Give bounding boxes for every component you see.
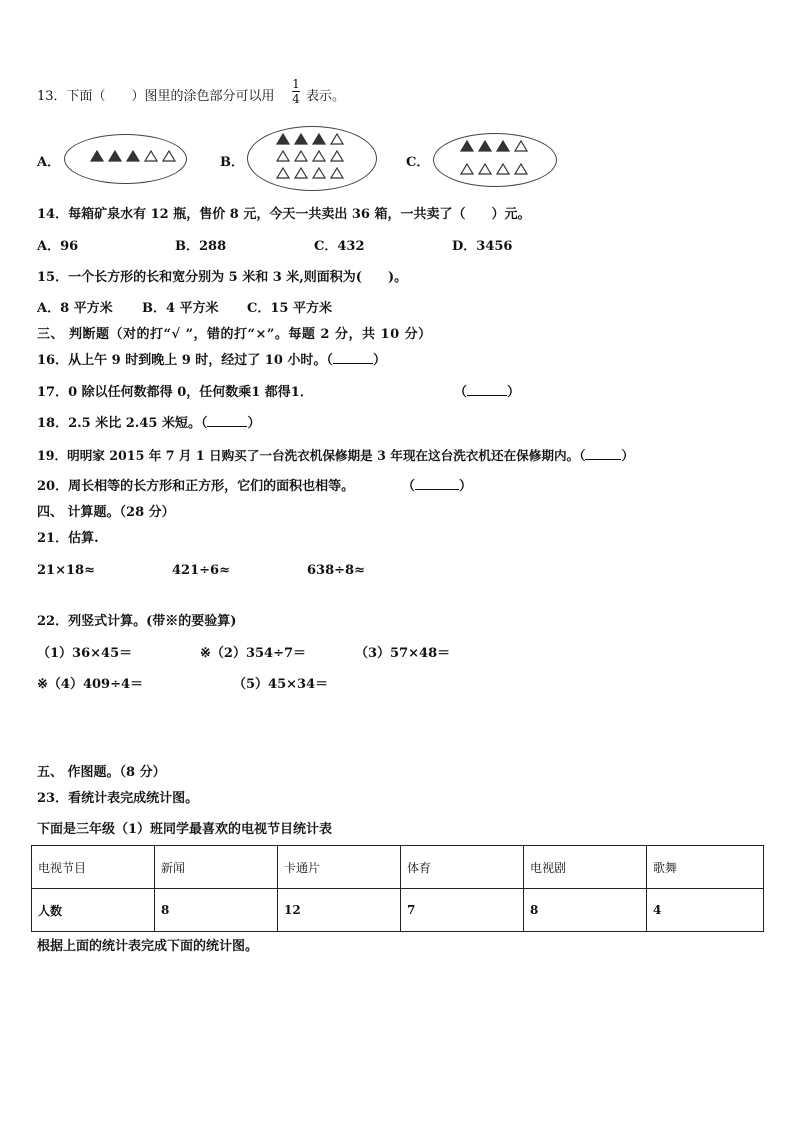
filled-triangle-icon (108, 150, 122, 162)
q23-title: 23．看统计表完成统计图。 (37, 791, 199, 806)
q17-close: ） (507, 385, 521, 400)
table-header-cell: 新闻 (155, 846, 278, 889)
table-header-cell: 电视节目 (32, 846, 155, 889)
q14-question: 14．每箱矿泉水有 12 瓶，售价 8 元，今天一共卖出 36 箱，一共卖了（ ）元。 (37, 207, 531, 222)
filled-triangle-icon (460, 140, 474, 152)
q18-close: ） (247, 416, 261, 431)
section-5-heading: 五、 作图题。（8 分） (37, 765, 166, 780)
q22-title: 22．列竖式计算。(带※的要验算) (37, 614, 237, 629)
q15-option-b: B．4 平方米 (142, 301, 219, 316)
q20-question: 20．周长相等的长方形和正方形，它们的面积也相等。 (37, 479, 355, 494)
q20-open: （ (402, 479, 416, 494)
q17-answer (454, 384, 520, 402)
table-cell: 8 (155, 889, 278, 932)
table-caption: 下面是三年级（1）班同学最喜欢的电视节目统计表 (37, 822, 333, 837)
q20-close: ） (459, 479, 473, 494)
table-cell: 7 (401, 889, 524, 932)
q20-answer (402, 478, 472, 496)
q13-text-a: 13．下面（ ）图里的涂色部分可以用 (37, 89, 275, 104)
empty-triangle-icon (294, 167, 308, 179)
q13-option-c-label: C． (406, 155, 430, 170)
filled-triangle-icon (478, 140, 492, 152)
table-cell: 8 (524, 889, 647, 932)
table-cell: 12 (278, 889, 401, 932)
empty-triangle-icon (276, 150, 290, 162)
q17-open: （ (454, 385, 468, 400)
table-row (32, 889, 764, 932)
q14-option-b: B．288 (175, 239, 227, 254)
q19-question (37, 447, 634, 465)
q18-question (37, 415, 260, 433)
q13-option-a-label: A． (37, 155, 61, 170)
q21-item-1: 21×18≈ (37, 563, 95, 578)
table-cell: 4 (647, 889, 764, 932)
q13-option-c-row-2 (460, 163, 528, 175)
q15-option-a: A．8 平方米 (37, 301, 113, 316)
empty-triangle-icon (276, 167, 290, 179)
q13-option-b-row-3 (276, 167, 344, 179)
q13-question (37, 88, 275, 106)
q14-option-c: C．432 (314, 239, 365, 254)
table-header-cell: 电视剧 (524, 846, 647, 889)
empty-triangle-icon (294, 150, 308, 162)
filled-triangle-icon (312, 133, 326, 145)
q13-fraction (292, 78, 300, 105)
q19-answer-blank[interactable] (585, 459, 621, 460)
q21-item-3: 638÷8≈ (307, 563, 365, 578)
table-cell: 人数 (32, 889, 155, 932)
section-4-heading: 四、 计算题。（28 分） (37, 505, 175, 520)
q16-text: 16．从上午 9 时到晚上 9 时，经过了 10 小时。（ (37, 353, 333, 368)
q16-answer-blank[interactable] (333, 363, 373, 364)
q20-answer-blank[interactable] (415, 489, 459, 490)
q15-question: 15．一个长方形的长和宽分别为 5 米和 3 米,则面积为( )。 (37, 270, 408, 285)
q22-item-2: ※（2）354÷7＝ (200, 646, 307, 661)
filled-triangle-icon (496, 140, 510, 152)
filled-triangle-icon (294, 133, 308, 145)
q13-option-b-row-1 (276, 133, 344, 145)
fraction-denominator: 4 (292, 92, 300, 106)
empty-triangle-icon (312, 150, 326, 162)
filled-triangle-icon (276, 133, 290, 145)
q18-text: 18．2.5 米比 2.45 米短。（ (37, 416, 208, 431)
q22-item-4: ※（4）409÷4＝ (37, 677, 144, 692)
table-header-cell: 歌舞 (647, 846, 764, 889)
empty-triangle-icon (144, 150, 158, 162)
q15-option-c: C．15 平方米 (247, 301, 332, 316)
q14-option-a: A．96 (37, 239, 79, 254)
section-3-heading: 三、 判断题（对的打“√ ”，错的打“×”。每题 2 分，共 10 分） (37, 327, 432, 342)
tv-program-stats-table (31, 845, 764, 932)
filled-triangle-icon (126, 150, 140, 162)
table-header-cell: 体育 (401, 846, 524, 889)
q17-answer-blank[interactable] (467, 395, 507, 396)
empty-triangle-icon (460, 163, 474, 175)
q16-close: ） (372, 353, 386, 368)
q13-option-b-row-2 (276, 150, 344, 162)
q13-option-b-label: B． (220, 155, 244, 170)
fraction-numerator: 1 (292, 77, 300, 91)
q22-item-5: （5）45×34＝ (233, 677, 329, 692)
filled-triangle-icon (90, 150, 104, 162)
empty-triangle-icon (330, 150, 344, 162)
empty-triangle-icon (514, 140, 528, 152)
q18-answer-blank[interactable] (207, 426, 247, 427)
table-header-cell: 卡通片 (278, 846, 401, 889)
empty-triangle-icon (312, 167, 326, 179)
q19-text: 19．明明家 2015 年 7 月 1 日购买了一台洗衣机保修期是 3 年现在这台洗衣机还在保修期内。（ (37, 448, 586, 463)
q17-question: 17．0 除以任何数都得 0，任何数乘1 都得1． (37, 385, 313, 400)
empty-triangle-icon (330, 133, 344, 145)
q13-option-a-triangles (90, 150, 176, 162)
q23-footer: 根据上面的统计表完成下面的统计图。 (37, 939, 259, 954)
q21-item-2: 421÷6≈ (172, 563, 230, 578)
empty-triangle-icon (478, 163, 492, 175)
empty-triangle-icon (514, 163, 528, 175)
q13-text-b: 表示。 (306, 89, 346, 104)
q16-question (37, 352, 386, 370)
q22-item-1: （1）36×45＝ (37, 646, 133, 661)
q13-option-c-row-1 (460, 140, 528, 152)
empty-triangle-icon (330, 167, 344, 179)
empty-triangle-icon (162, 150, 176, 162)
q14-option-d: D．3456 (452, 239, 513, 254)
q22-item-3: （3）57×48＝ (355, 646, 451, 661)
empty-triangle-icon (496, 163, 510, 175)
table-row (32, 846, 764, 889)
q19-close: ） (621, 448, 635, 463)
q21-title: 21．估算. (37, 531, 99, 546)
